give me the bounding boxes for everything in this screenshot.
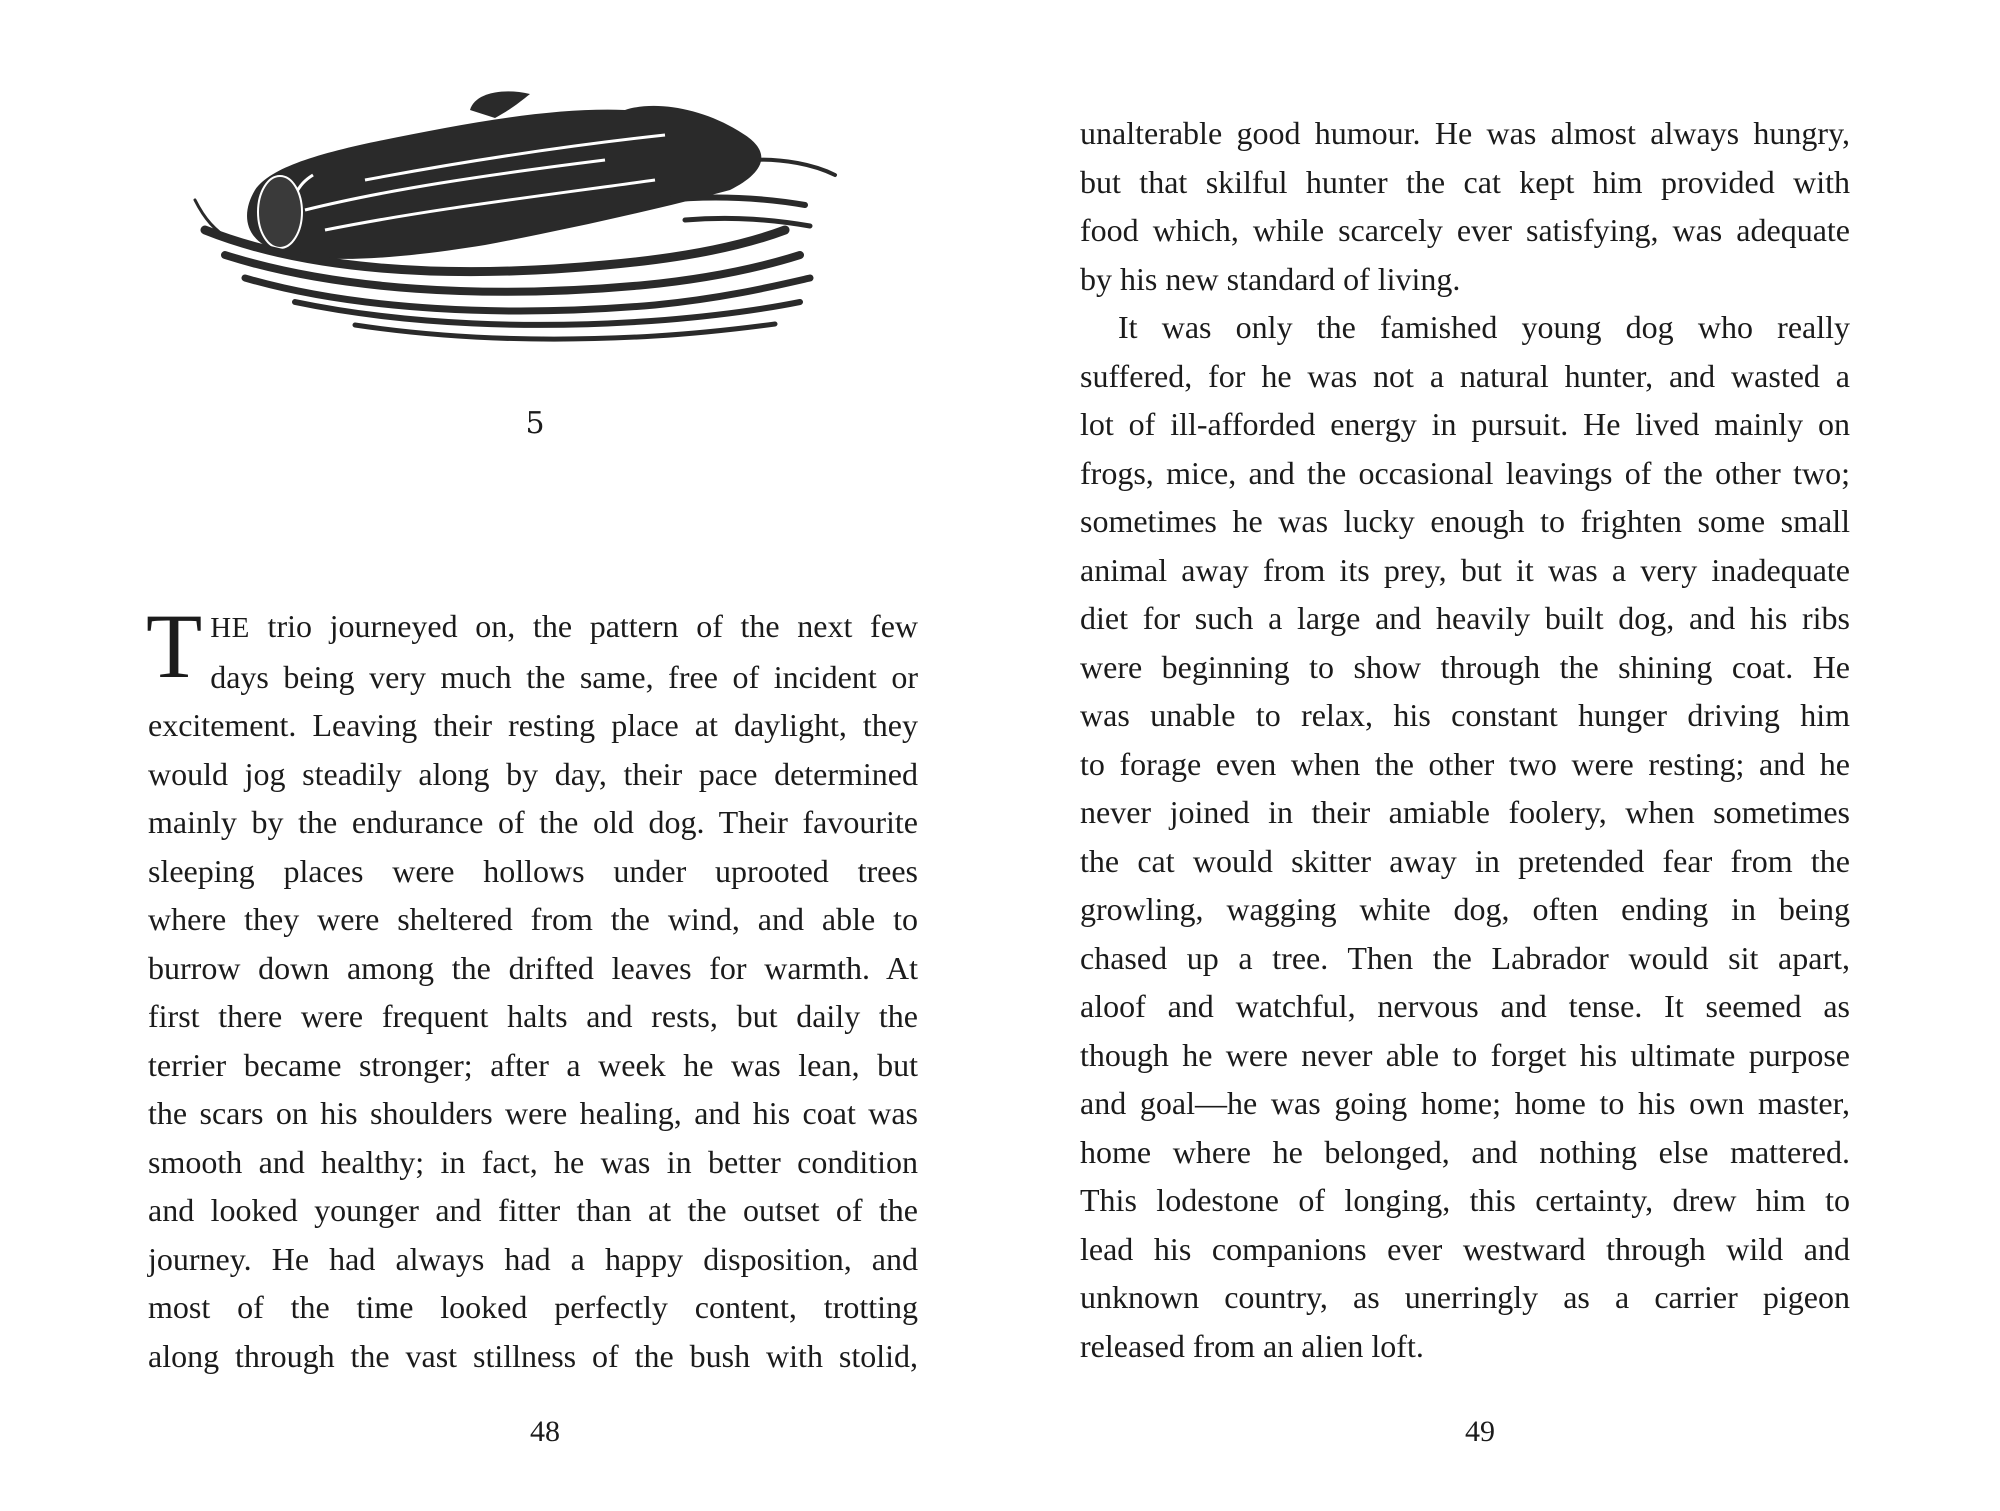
text-line: journey. He had always had a happy disposition, and [148, 1240, 918, 1277]
text-line: sometimes he was lucky enough to frighten some small [1080, 503, 1850, 539]
text-line: though he were never able to forget his ultimate purpose [1080, 1036, 1850, 1073]
text-line: This lodestone of longing, this certainty, drew him to [1080, 1182, 1850, 1218]
text-line: terrier became stronger; after a week he was lean, but [148, 1046, 918, 1083]
text-line: would jog steadily along by day, their pace determined [148, 755, 918, 792]
text-line: animal away from its prey, but it was a very inadequate [1080, 551, 1850, 588]
text-line: unalterable good humour. He was almost always hungry, [1080, 115, 1850, 151]
text-line: suffered, for he was not a natural hunter, and wasted a [1080, 357, 1850, 394]
opening-paragraph [146, 595, 919, 701]
text-line: released from an alien loft. [1080, 1327, 1424, 1364]
text-line: unknown country, as unerringly as a carrier pigeon [1080, 1279, 1850, 1315]
log-on-water-illustration [185, 80, 865, 360]
text-line: where they were sheltered from the wind, and able to [148, 901, 918, 937]
text-line: and looked younger and fitter than at the outset of the [148, 1192, 918, 1228]
text-line: but that skilful hunter the cat kept him provided with [1080, 163, 1850, 200]
text-line: sleeping places were hollows under uprooted trees [148, 852, 918, 889]
text-line: to forage even when the other two were resting; and he [1080, 745, 1850, 782]
text-line: days being very much the same, free of incident or [210, 658, 918, 695]
text-line: along through the vast stillness of the bush with stolid, [148, 1337, 918, 1374]
right-page [1000, 0, 2000, 1511]
text-line: diet for such a large and heavily built dog, and his ribs [1080, 600, 1850, 636]
text-line: was unable to relax, his constant hunger driving him [1080, 697, 1850, 733]
text-line: chased up a tree. Then the Labrador would sit apart, [1080, 939, 1850, 976]
text-line: first there were frequent halts and rests, but daily the [148, 998, 918, 1034]
first-word-smallcaps: HE [210, 612, 250, 644]
text-line: growling, wagging white dog, often ending in being [1080, 891, 1850, 927]
text-line: home where he belonged, and nothing else mattered. [1080, 1133, 1850, 1170]
text-line: burrow down among the drifted leaves for warmth. At [148, 949, 918, 986]
chapter-number: 5 [525, 406, 545, 441]
text-line: frogs, mice, and the occasional leavings of the other two; [1080, 454, 1850, 491]
left-body-text [146, 595, 919, 1380]
page-number-left: 48 [530, 1415, 560, 1448]
text-line: aloof and watchful, nervous and tense. It seemed as [1080, 988, 1850, 1024]
text-line: most of the time looked perfectly content, trotting [148, 1289, 918, 1325]
text-line: lead his companions ever westward through wild and [1080, 1230, 1850, 1267]
text-line: the scars on his shoulders were healing, and his coat was [148, 1095, 918, 1131]
text-line: and goal—he was going home; home to his own master, [1080, 1085, 1850, 1121]
text-line: the cat would skitter away in pretended fear from the [1080, 842, 1850, 879]
page-number-right: 49 [1465, 1415, 1495, 1448]
text-line: never joined in their amiable foolery, when sometimes [1080, 794, 1850, 830]
text-line: HE trio journeyed on, the pattern of the next few [210, 608, 919, 644]
text-line: were beginning to show through the shining coat. He [1080, 648, 1850, 685]
right-body-text [1080, 109, 1850, 1370]
text-line: lot of ill-afforded energy in pursuit. He lived mainly on [1080, 406, 1850, 442]
text-line: excitement. Leaving their resting place at daylight, they [148, 707, 918, 743]
text-line: smooth and healthy; in fact, he was in better condition [148, 1143, 918, 1180]
text-line: by his new standard of living. [1080, 260, 1461, 297]
text-line: mainly by the endurance of the old dog. Their favourite [148, 804, 918, 840]
text-line: food which, while scarcely ever satisfying, was adequate [1080, 212, 1850, 248]
drop-cap: T [146, 595, 203, 697]
text-line: It was only the famished young dog who really [1118, 309, 1850, 345]
